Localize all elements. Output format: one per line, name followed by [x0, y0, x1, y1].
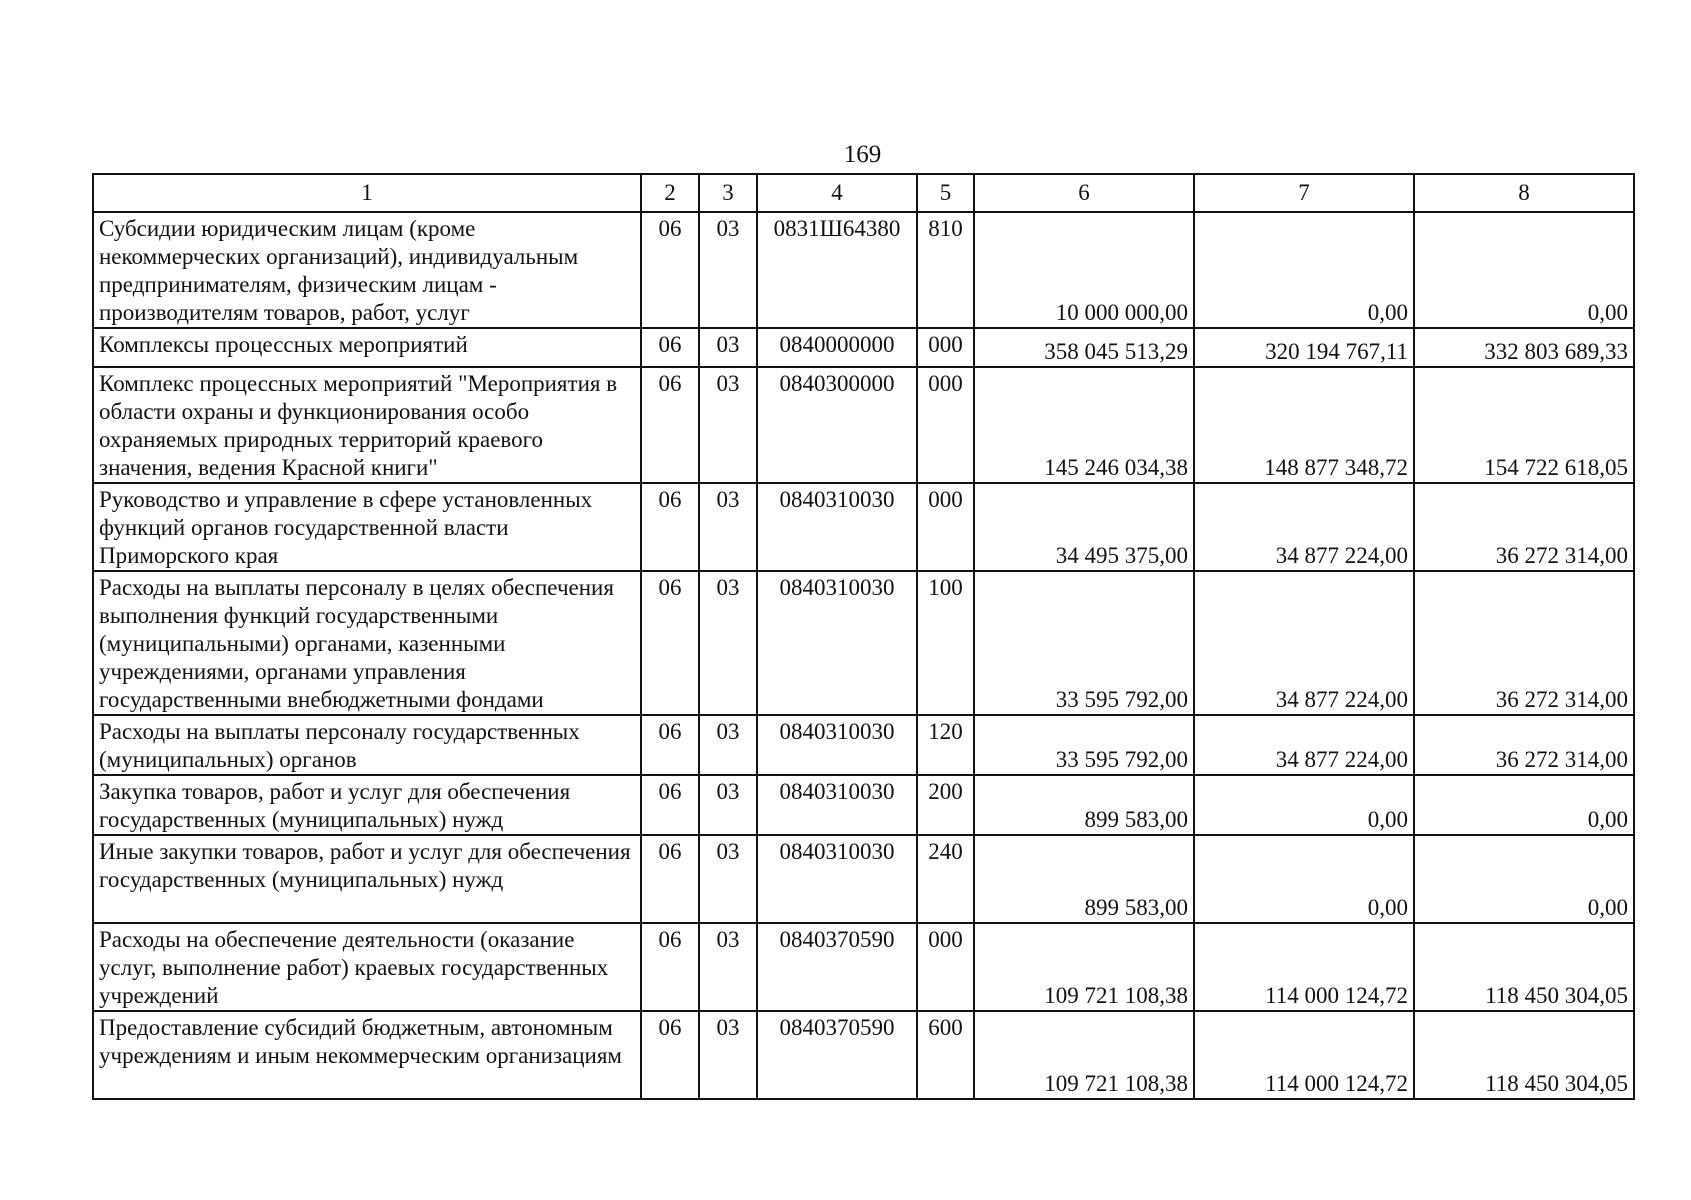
- row-name: Расходы на выплаты персоналу государственных (муниципальных) органов: [93, 715, 641, 775]
- table-row: [93, 212, 1634, 328]
- row-name: Комплекс процессных мероприятий "Мероприятия в области охраны и функционирования особо охраняемых природных территорий краевого значения, ведения Красной книги": [93, 367, 641, 483]
- row-subsection: 03: [699, 835, 757, 923]
- table-row: [93, 367, 1634, 483]
- row-subsection: 03: [699, 328, 757, 367]
- row-section: 06: [641, 328, 699, 367]
- page-number: 169: [843, 141, 882, 168]
- row-expense-type: 000: [917, 483, 974, 571]
- row-subsection: 03: [699, 1011, 757, 1099]
- row-amount-year3: 36 272 314,00: [1414, 571, 1634, 715]
- header-col-4: 4: [757, 174, 917, 212]
- row-expense-type: 600: [917, 1011, 974, 1099]
- row-amount-year2: 0,00: [1194, 212, 1414, 328]
- header-col-5: 5: [917, 174, 974, 212]
- row-subsection: 03: [699, 715, 757, 775]
- row-amount-year1: 899 583,00: [974, 775, 1194, 835]
- header-col-2: 2: [641, 174, 699, 212]
- row-amount-year2: 148 877 348,72: [1194, 367, 1414, 483]
- row-amount-year1: 33 595 792,00: [974, 571, 1194, 715]
- row-subsection: 03: [699, 775, 757, 835]
- row-amount-year3: 36 272 314,00: [1414, 715, 1634, 775]
- row-target-article: 0840300000: [757, 367, 917, 483]
- row-name: Расходы на обеспечение деятельности (оказание услуг, выполнение работ) краевых государственных учреждений: [93, 923, 641, 1011]
- header-row: [93, 174, 1634, 212]
- row-amount-year2: 114 000 124,72: [1194, 923, 1414, 1011]
- row-amount-year3: 118 450 304,05: [1414, 923, 1634, 1011]
- table-row: [93, 483, 1634, 571]
- row-section: 06: [641, 923, 699, 1011]
- row-subsection: 03: [699, 923, 757, 1011]
- row-amount-year3: 0,00: [1414, 775, 1634, 835]
- header-col-8: 8: [1414, 174, 1634, 212]
- header-col-1: 1: [93, 174, 641, 212]
- row-section: 06: [641, 367, 699, 483]
- row-expense-type: 000: [917, 367, 974, 483]
- row-expense-type: 810: [917, 212, 974, 328]
- row-section: 06: [641, 571, 699, 715]
- row-amount-year1: 34 495 375,00: [974, 483, 1194, 571]
- row-amount-year3: 154 722 618,05: [1414, 367, 1634, 483]
- row-amount-year1: 33 595 792,00: [974, 715, 1194, 775]
- row-target-article: 0840000000: [757, 328, 917, 367]
- row-target-article: 0840310030: [757, 835, 917, 923]
- row-target-article: 0840310030: [757, 715, 917, 775]
- table-row: [93, 571, 1634, 715]
- row-amount-year1: 899 583,00: [974, 835, 1194, 923]
- row-subsection: 03: [699, 212, 757, 328]
- row-amount-year2: 320 194 767,11: [1194, 328, 1414, 367]
- row-amount-year1: 10 000 000,00: [974, 212, 1194, 328]
- row-subsection: 03: [699, 367, 757, 483]
- row-amount-year2: 0,00: [1194, 775, 1414, 835]
- row-expense-type: 000: [917, 923, 974, 1011]
- row-amount-year2: 0,00: [1194, 835, 1414, 923]
- table-row: [93, 835, 1634, 923]
- row-amount-year2: 34 877 224,00: [1194, 571, 1414, 715]
- row-subsection: 03: [699, 571, 757, 715]
- row-name: Расходы на выплаты персоналу в целях обеспечения выполнения функций государственными (муниципальными) органами, казенными учреждениями, органами управления государственными внебюджетными фондами: [93, 571, 641, 715]
- table-row: [93, 328, 1634, 367]
- row-section: 06: [641, 483, 699, 571]
- row-target-article: 0840310030: [757, 483, 917, 571]
- row-section: 06: [641, 212, 699, 328]
- row-target-article: 0831Ш64380: [757, 212, 917, 328]
- table-row: [93, 775, 1634, 835]
- row-amount-year1: 109 721 108,38: [974, 923, 1194, 1011]
- header-col-6: 6: [974, 174, 1194, 212]
- header-col-3: 3: [699, 174, 757, 212]
- row-expense-type: 000: [917, 328, 974, 367]
- row-name: Иные закупки товаров, работ и услуг для обеспечения государственных (муниципальных) нужд: [93, 835, 641, 923]
- row-amount-year3: 0,00: [1414, 835, 1634, 923]
- row-section: 06: [641, 835, 699, 923]
- budget-table: [92, 173, 1635, 1100]
- row-target-article: 0840310030: [757, 775, 917, 835]
- row-target-article: 0840370590: [757, 923, 917, 1011]
- row-amount-year2: 34 877 224,00: [1194, 715, 1414, 775]
- row-name: Субсидии юридическим лицам (кроме некоммерческих организаций), индивидуальным предпринимателям, физическим лицам - производителям товаров, работ, услуг: [93, 212, 641, 328]
- row-amount-year3: 36 272 314,00: [1414, 483, 1634, 571]
- row-amount-year2: 34 877 224,00: [1194, 483, 1414, 571]
- row-amount-year1: 358 045 513,29: [974, 328, 1194, 367]
- row-amount-year1: 109 721 108,38: [974, 1011, 1194, 1099]
- row-subsection: 03: [699, 483, 757, 571]
- row-section: 06: [641, 775, 699, 835]
- row-name: Комплексы процессных мероприятий: [93, 328, 641, 367]
- row-amount-year3: 332 803 689,33: [1414, 328, 1634, 367]
- row-section: 06: [641, 1011, 699, 1099]
- row-name: Руководство и управление в сфере установленных функций органов государственной власти Приморского края: [93, 483, 641, 571]
- row-name: Закупка товаров, работ и услуг для обеспечения государственных (муниципальных) нужд: [93, 775, 641, 835]
- row-amount-year3: 0,00: [1414, 212, 1634, 328]
- row-expense-type: 100: [917, 571, 974, 715]
- row-target-article: 0840310030: [757, 571, 917, 715]
- header-col-7: 7: [1194, 174, 1414, 212]
- row-expense-type: 200: [917, 775, 974, 835]
- row-amount-year3: 118 450 304,05: [1414, 1011, 1634, 1099]
- row-amount-year2: 114 000 124,72: [1194, 1011, 1414, 1099]
- row-name: Предоставление субсидий бюджетным, автономным учреждениям и иным некоммерческим организациям: [93, 1011, 641, 1099]
- table-row: [93, 923, 1634, 1011]
- row-expense-type: 120: [917, 715, 974, 775]
- row-amount-year1: 145 246 034,38: [974, 367, 1194, 483]
- row-section: 06: [641, 715, 699, 775]
- table-row: [93, 1011, 1634, 1099]
- row-target-article: 0840370590: [757, 1011, 917, 1099]
- row-expense-type: 240: [917, 835, 974, 923]
- table-row: [93, 715, 1634, 775]
